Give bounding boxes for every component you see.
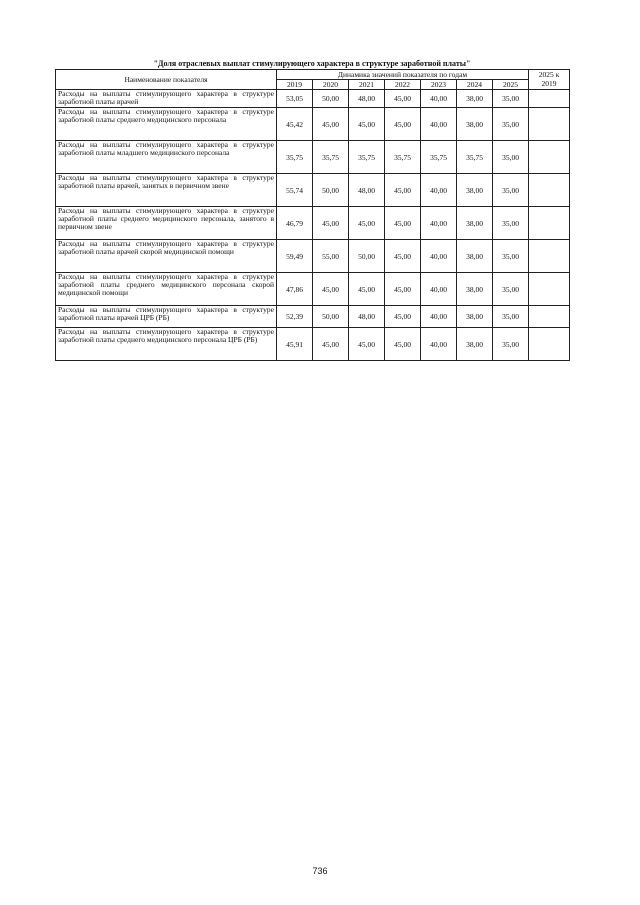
indicator-value: 50,00 xyxy=(313,306,349,328)
indicator-value: 53,05 xyxy=(277,90,313,108)
indicator-value: 35,75 xyxy=(277,141,313,174)
indicator-value: 38,00 xyxy=(457,240,493,273)
indicator-value: 38,00 xyxy=(457,328,493,361)
indicator-value: 45,00 xyxy=(349,328,385,361)
indicator-value: 35,00 xyxy=(493,240,529,273)
indicator-value: 35,00 xyxy=(493,90,529,108)
indicator-value: 48,00 xyxy=(349,90,385,108)
ratio-value xyxy=(529,207,570,240)
indicator-value: 45,00 xyxy=(313,273,349,306)
indicator-name: Расходы на выплаты стимулирующего характера в структуре заработной платы врачей ЦРБ (РБ) xyxy=(56,306,277,328)
table-row xyxy=(56,174,570,207)
indicator-name: Расходы на выплаты стимулирующего характера в структуре заработной платы врачей xyxy=(56,90,277,108)
indicator-value: 40,00 xyxy=(421,273,457,306)
table-body xyxy=(56,90,570,361)
ratio-value xyxy=(529,90,570,108)
indicator-value: 35,75 xyxy=(385,141,421,174)
indicator-value: 40,00 xyxy=(421,207,457,240)
ratio-value xyxy=(529,306,570,328)
ratio-column-header: 2025 к 2019 xyxy=(529,70,570,90)
table-row xyxy=(56,207,570,240)
table-row xyxy=(56,240,570,273)
table-row xyxy=(56,306,570,328)
indicator-table xyxy=(55,69,570,361)
indicator-value: 35,00 xyxy=(493,207,529,240)
indicator-value: 45,00 xyxy=(385,207,421,240)
indicator-value: 38,00 xyxy=(457,108,493,141)
indicator-value: 35,00 xyxy=(493,273,529,306)
indicator-value: 35,75 xyxy=(457,141,493,174)
table-row xyxy=(56,90,570,108)
indicator-value: 35,75 xyxy=(313,141,349,174)
indicator-value: 45,00 xyxy=(349,108,385,141)
dynamics-header: Динамика значений показателя по годам xyxy=(277,70,529,80)
indicator-value: 45,00 xyxy=(385,306,421,328)
indicator-value: 45,00 xyxy=(313,108,349,141)
indicator-name: Расходы на выплаты стимулирующего характера в структуре заработной платы врачей, занятых в первичном звене xyxy=(56,174,277,207)
ratio-value xyxy=(529,108,570,141)
year-header: 2020 xyxy=(313,80,349,90)
indicator-value: 35,00 xyxy=(493,141,529,174)
indicator-value: 35,00 xyxy=(493,174,529,207)
indicator-value: 35,75 xyxy=(421,141,457,174)
table-row xyxy=(56,328,570,361)
indicator-value: 50,00 xyxy=(349,240,385,273)
indicator-name: Расходы на выплаты стимулирующего характера в структуре заработной платы врачей скорой медицинской помощи xyxy=(56,240,277,273)
indicator-value: 45,00 xyxy=(313,328,349,361)
indicator-value: 40,00 xyxy=(421,306,457,328)
indicator-value: 40,00 xyxy=(421,90,457,108)
indicator-value: 35,00 xyxy=(493,328,529,361)
indicator-value: 45,42 xyxy=(277,108,313,141)
indicator-name: Расходы на выплаты стимулирующего характера в структуре заработной платы среднего медицинского персонала ЦРБ (РБ) xyxy=(56,328,277,361)
indicator-value: 45,00 xyxy=(385,273,421,306)
indicator-value: 45,00 xyxy=(385,90,421,108)
indicator-value: 38,00 xyxy=(457,306,493,328)
year-header: 2024 xyxy=(457,80,493,90)
ratio-value xyxy=(529,174,570,207)
indicator-value: 40,00 xyxy=(421,174,457,207)
indicator-value: 45,00 xyxy=(313,207,349,240)
indicator-value: 38,00 xyxy=(457,207,493,240)
indicator-value: 45,91 xyxy=(277,328,313,361)
ratio-value xyxy=(529,328,570,361)
table-title: "Доля отраслевых выплат стимулирующего характера в структуре заработной платы" xyxy=(153,59,471,68)
indicator-value: 55,74 xyxy=(277,174,313,207)
indicator-value: 46,79 xyxy=(277,207,313,240)
indicator-name: Расходы на выплаты стимулирующего характера в структуре заработной платы младшего медицинского персонала xyxy=(56,141,277,174)
indicator-value: 47,86 xyxy=(277,273,313,306)
year-header: 2021 xyxy=(349,80,385,90)
indicator-value: 45,00 xyxy=(385,240,421,273)
indicator-value: 48,00 xyxy=(349,306,385,328)
year-header: 2022 xyxy=(385,80,421,90)
ratio-value xyxy=(529,273,570,306)
indicator-value: 45,00 xyxy=(385,174,421,207)
indicator-value: 45,00 xyxy=(385,328,421,361)
indicator-value: 55,00 xyxy=(313,240,349,273)
indicator-value: 50,00 xyxy=(313,90,349,108)
indicator-name: Расходы на выплаты стимулирующего характера в структуре заработной платы среднего медицинского персонала xyxy=(56,108,277,141)
indicator-value: 40,00 xyxy=(421,328,457,361)
indicator-value: 35,00 xyxy=(493,306,529,328)
year-header: 2025 xyxy=(493,80,529,90)
year-header: 2023 xyxy=(421,80,457,90)
indicator-name: Расходы на выплаты стимулирующего характера в структуре заработной платы среднего медицинского персонала, занятого в первичном звене xyxy=(56,207,277,240)
name-column-header: Наименование показателя xyxy=(56,70,277,90)
indicator-value: 59,49 xyxy=(277,240,313,273)
indicator-value: 45,00 xyxy=(349,273,385,306)
ratio-value xyxy=(529,141,570,174)
indicator-value: 48,00 xyxy=(349,174,385,207)
indicator-value: 40,00 xyxy=(421,240,457,273)
indicator-value: 45,00 xyxy=(385,108,421,141)
page-number: 736 xyxy=(312,866,328,876)
indicator-value: 45,00 xyxy=(349,207,385,240)
indicator-value: 38,00 xyxy=(457,90,493,108)
indicator-name: Расходы на выплаты стимулирующего характера в структуре заработной платы среднего медицинского персонала скорой медицинской помощи xyxy=(56,273,277,306)
table-row xyxy=(56,273,570,306)
ratio-value xyxy=(529,240,570,273)
indicator-value: 38,00 xyxy=(457,174,493,207)
table-row xyxy=(56,141,570,174)
indicator-value: 40,00 xyxy=(421,108,457,141)
table-row xyxy=(56,108,570,141)
indicator-value: 35,00 xyxy=(493,108,529,141)
indicator-value: 50,00 xyxy=(313,174,349,207)
indicator-value: 38,00 xyxy=(457,273,493,306)
indicator-value: 35,75 xyxy=(349,141,385,174)
year-header: 2019 xyxy=(277,80,313,90)
indicator-value: 52,39 xyxy=(277,306,313,328)
